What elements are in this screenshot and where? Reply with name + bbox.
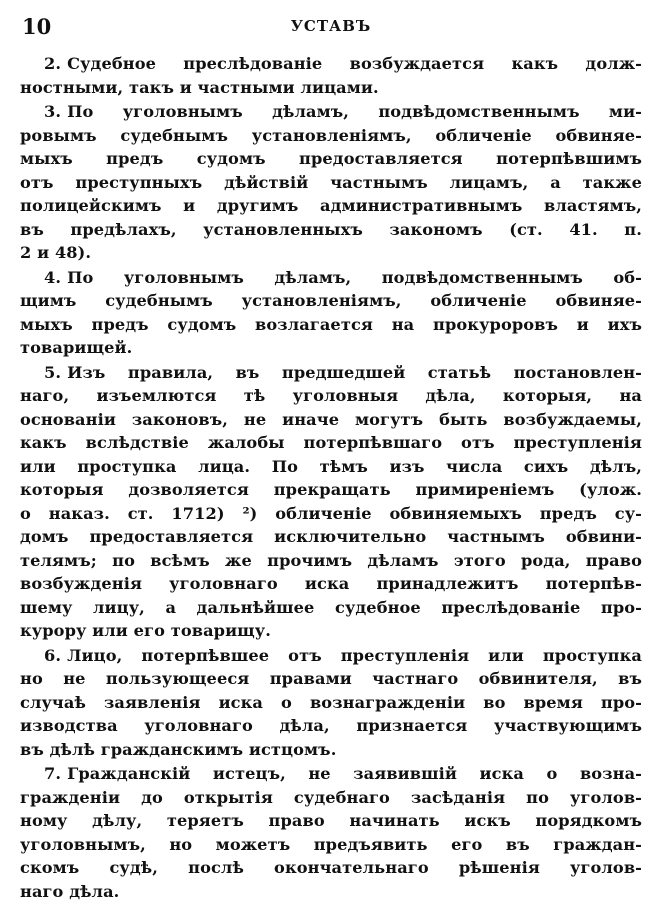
line-text: полицейскимъ и другимъ административнымъ властямъ, bbox=[20, 196, 642, 215]
line-text: шему лицу, а дальнѣйшее судебное преслѣдованіе про- bbox=[20, 598, 642, 617]
article-paragraph bbox=[20, 361, 642, 643]
page-header bbox=[20, 14, 642, 44]
line-text: Судебное преслѣдованіе возбуждается какъ долж- bbox=[67, 54, 642, 73]
text-line bbox=[20, 833, 642, 857]
article-paragraph bbox=[20, 762, 642, 903]
line-text: курору или его товарищу. bbox=[20, 621, 271, 640]
line-text: ному дѣлу, теряетъ право начинать искъ порядкомъ bbox=[20, 811, 642, 830]
text-line bbox=[20, 762, 642, 786]
article-number: 5. bbox=[44, 361, 61, 385]
article-paragraph bbox=[20, 266, 642, 360]
line-text: скомъ судѣ, послѣ окончательнаго рѣшенія уголов- bbox=[20, 858, 642, 877]
article-number: 4. bbox=[44, 266, 61, 290]
line-text: но не пользующееся правами частнаго обвинителя, въ bbox=[20, 669, 642, 688]
text-line bbox=[20, 478, 642, 502]
line-text: въ дѣлѣ гражданскимъ истцомъ. bbox=[20, 740, 336, 759]
text-line bbox=[20, 336, 642, 360]
text-line bbox=[20, 52, 642, 76]
line-text: ровымъ судебнымъ установленіямъ, обличеніе обвиняе- bbox=[20, 126, 642, 145]
text-line bbox=[20, 218, 642, 242]
line-text: По уголовнымъ дѣламъ, подвѣдомственнымъ об- bbox=[67, 268, 642, 287]
line-text: наго, изъемлются тѣ уголовныя дѣла, которыя, на bbox=[20, 386, 642, 405]
text-line bbox=[20, 572, 642, 596]
body-text bbox=[20, 52, 642, 903]
line-text: товарищей. bbox=[20, 338, 132, 357]
line-text: По уголовнымъ дѣламъ, подвѣдомственнымъ ми- bbox=[67, 102, 642, 121]
text-line bbox=[20, 100, 642, 124]
text-line bbox=[20, 194, 642, 218]
text-line bbox=[20, 361, 642, 385]
text-line bbox=[20, 241, 642, 265]
text-line bbox=[20, 856, 642, 880]
line-text: мыхъ предъ судомъ возлагается на прокуроровъ и ихъ bbox=[20, 315, 642, 334]
text-line bbox=[20, 619, 642, 643]
line-text: основаніи законовъ, не иначе могутъ быть возбуждаемы, bbox=[20, 410, 642, 429]
text-line bbox=[20, 171, 642, 195]
text-line bbox=[20, 880, 642, 903]
text-line bbox=[20, 525, 642, 549]
text-line bbox=[20, 455, 642, 479]
page-number: 10 bbox=[22, 14, 51, 39]
text-line bbox=[20, 431, 642, 455]
line-text: въ предѣлахъ, установленныхъ закономъ (ст. 41. п. bbox=[20, 220, 642, 239]
line-text: гражденіи до открытія судебнаго засѣданія по уголов- bbox=[20, 788, 642, 807]
text-line bbox=[20, 549, 642, 573]
line-text: телямъ; по всѣмъ же прочимъ дѣламъ этого рода, право bbox=[20, 551, 642, 570]
text-line bbox=[20, 738, 642, 762]
text-line bbox=[20, 124, 642, 148]
line-text: о наказ. ст. 1712) ²) обличеніе обвиняемыхъ предъ су- bbox=[20, 504, 642, 523]
text-line bbox=[20, 786, 642, 810]
article-number: 7. bbox=[44, 762, 61, 786]
line-text: щимъ судебнымъ установленіямъ, обличеніе обвиняе- bbox=[20, 291, 642, 310]
line-text: Гражданскій истецъ, не заявившій иска о возна- bbox=[67, 764, 642, 783]
article-paragraph bbox=[20, 644, 642, 762]
line-text: отъ преступныхъ дѣйствій частнымъ лицамъ, а также bbox=[20, 173, 642, 192]
text-line bbox=[20, 289, 642, 313]
text-line bbox=[20, 76, 642, 100]
article-number: 3. bbox=[44, 100, 61, 124]
line-text: 2 и 48). bbox=[20, 243, 91, 262]
text-line bbox=[20, 691, 642, 715]
line-text: какъ вслѣдствіе жалобы потерпѣвшаго отъ преступленія bbox=[20, 433, 642, 452]
text-line bbox=[20, 644, 642, 668]
article-number: 2. bbox=[44, 52, 61, 76]
line-text: домъ предоставляется исключительно частнымъ обвини- bbox=[20, 527, 642, 546]
line-text: уголовнымъ, но можетъ предъявить его въ граждан- bbox=[20, 835, 642, 854]
line-text: наго дѣла. bbox=[20, 882, 119, 901]
text-line bbox=[20, 714, 642, 738]
running-title: УСТАВЪ bbox=[20, 17, 642, 35]
text-line bbox=[20, 147, 642, 171]
text-line bbox=[20, 809, 642, 833]
line-text: ностными, такъ и частными лицами. bbox=[20, 78, 379, 97]
line-text: изводства уголовнаго дѣла, признается участвующимъ bbox=[20, 716, 642, 735]
article-paragraph bbox=[20, 52, 642, 99]
text-line bbox=[20, 313, 642, 337]
line-text: возбужденія уголовнаго иска принадлежитъ потерпѣв- bbox=[20, 574, 642, 593]
text-line bbox=[20, 502, 642, 526]
line-text: случаѣ заявленія иска о вознагражденіи во время про- bbox=[20, 693, 642, 712]
text-line bbox=[20, 384, 642, 408]
line-text: Изъ правила, въ предшедшей статьѣ постановлен- bbox=[67, 363, 642, 382]
text-line bbox=[20, 266, 642, 290]
text-line bbox=[20, 596, 642, 620]
line-text: которыя дозволяется прекращать примиреніемъ (улож. bbox=[20, 480, 642, 499]
text-line bbox=[20, 667, 642, 691]
line-text: Лицо, потерпѣвшее отъ преступленія или проступка bbox=[67, 646, 642, 665]
line-text: или проступка лица. По тѣмъ изъ числа сихъ дѣлъ, bbox=[20, 457, 642, 476]
line-text: мыхъ предъ судомъ предоставляется потерпѣвшимъ bbox=[20, 149, 642, 168]
article-paragraph bbox=[20, 100, 642, 265]
article-number: 6. bbox=[44, 644, 61, 668]
text-line bbox=[20, 408, 642, 432]
